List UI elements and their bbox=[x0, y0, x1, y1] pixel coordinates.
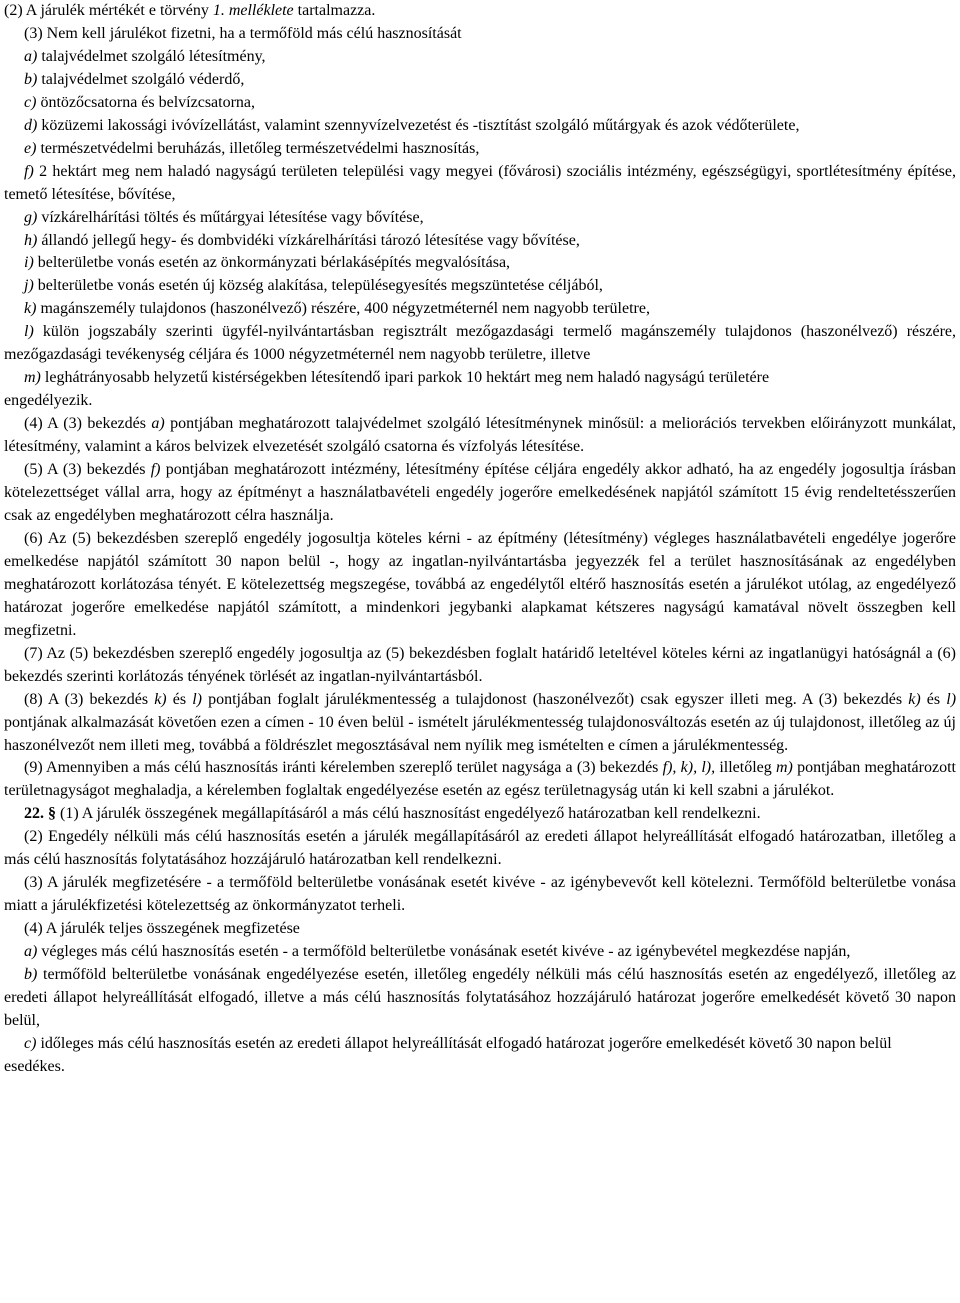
text-run: és bbox=[166, 690, 193, 708]
text-run: (4) A (3) bekezdés bbox=[24, 415, 152, 433]
paragraph bbox=[4, 252, 956, 275]
text-run: és bbox=[920, 690, 947, 708]
text-run: (2) Engedély nélküli más célú hasznosítás esetén a járulék megállapításáról az eredeti állapot helyreállítását elfogadó határozatban, illetőleg a más célú hasznosítás folytatásához hozzájáruló határozatban kell rendelkezni. bbox=[4, 828, 956, 869]
paragraph bbox=[4, 643, 956, 689]
text-run: illetőleg bbox=[715, 759, 776, 777]
italic-text: l) bbox=[946, 690, 957, 708]
text-run: belterületbe vonás esetén az önkormányzati bérlakásépítés megvalósítása, bbox=[33, 254, 511, 272]
paragraph bbox=[4, 757, 956, 803]
text-run: talajvédelmet szolgáló létesítmény, bbox=[37, 47, 266, 65]
text-run: (4) A járulék teljes összegének megfizetése bbox=[24, 920, 300, 938]
paragraph bbox=[4, 390, 956, 413]
paragraph bbox=[4, 964, 956, 1033]
italic-text: b) bbox=[24, 70, 38, 88]
text-run: végleges más célú hasznosítás esetén - a termőföld belterületbe vonásának esetét kivéve - az igénybevétel megkezdése napján, bbox=[37, 943, 851, 961]
italic-text: k) bbox=[908, 690, 921, 708]
text-run: pontjában meghatározott talajvédelmet szolgáló létesítménynek minősül: a meliorációs tervekben előirányzott munkálat, létesítmény, valamint a káros belvizek elvezetését szolgáló csatorna és vízfolyás létesítése. bbox=[4, 415, 957, 456]
paragraph bbox=[4, 528, 956, 643]
italic-text: c) bbox=[24, 1034, 37, 1052]
italic-text: l) bbox=[192, 690, 202, 708]
paragraph bbox=[4, 115, 956, 138]
text-run: (8) A (3) bekezdés bbox=[24, 690, 155, 708]
paragraph bbox=[4, 1056, 956, 1079]
text-run: magánszemély tulajdonos (haszonélvező) részére, 400 négyzetméternél nem nagyobb területre, bbox=[36, 300, 650, 318]
italic-text: a) bbox=[24, 47, 38, 65]
paragraph bbox=[4, 872, 956, 918]
italic-text: b) bbox=[24, 966, 38, 984]
italic-text: k) bbox=[24, 300, 37, 318]
text-run: leghátrányosabb helyzetű kistérségekben létesítendő ipari parkok 10 hektárt meg nem haladó nagyságú területére bbox=[40, 369, 770, 387]
paragraph bbox=[4, 161, 956, 207]
paragraph bbox=[4, 918, 956, 941]
italic-text: 1. melléklete bbox=[212, 2, 294, 19]
italic-text: e) bbox=[24, 139, 37, 157]
text-run: (1) A járulék összegének megállapításáról a más célú hasznosítást engedélyező határozatban kell rendelkezni. bbox=[56, 805, 761, 823]
text-run: termőföld belterületbe vonásának engedélyezése esetén, illetőleg engedély nélküli más célú hasznosítás esetén az engedélyező, illetőleg az eredeti állapot helyreállítását elfogadó, illetve a más célú hasznosítás folytatásához hozzájáruló határozat jogerőre emelkedését követő 30 napon belül, bbox=[4, 966, 956, 1029]
text-run: (5) A (3) bekezdés bbox=[24, 461, 151, 479]
text-run: (3) A járulék megfizetésére - a termőföld belterületbe vonásának esetét kivéve - az igénybevevőt kell kötelezni. Termőföld belterületbe vonása miatt a járulékfizetési kötelezettség az önkormányzatot terheli. bbox=[4, 874, 956, 915]
text-run: vízkárelhárítási töltés és műtárgyai létesítése vagy bővítése, bbox=[37, 208, 424, 226]
text-run: (3) Nem kell járulékot fizetni, ha a termőföld más célú hasznosítását bbox=[24, 24, 462, 42]
text-run: állandó jellegű hegy- és dombvidéki vízkárelhárítási tározó létesítése vagy bővítése, bbox=[37, 231, 580, 249]
paragraph bbox=[4, 367, 956, 390]
paragraph bbox=[4, 689, 956, 758]
text-run: közüzemi lakossági ivóvízellátást, valamint szennyvízelvezetést és -tisztítást szolgáló műtárgyak és azok védőterülete, bbox=[37, 116, 800, 134]
italic-text: a) bbox=[24, 943, 38, 961]
italic-text: m) bbox=[776, 759, 793, 777]
italic-text: f), k), l), bbox=[662, 759, 716, 777]
text-run: természetvédelmi beruházás, illetőleg természetvédelmi hasznosítás, bbox=[36, 139, 480, 157]
text-run: (2) A járulék mértékét e törvény bbox=[4, 2, 213, 19]
text-run: esedékes. bbox=[4, 1057, 65, 1075]
italic-text: m) bbox=[24, 369, 41, 387]
italic-text: h) bbox=[24, 231, 38, 249]
text-run: 2 hektárt meg nem haladó nagyságú területen települési vagy megyei (fővárosi) szociális intézmény, egészségügyi, sportlétesítmény építése, temető létesítése, bővítése, bbox=[4, 162, 956, 203]
paragraph bbox=[4, 207, 956, 230]
paragraph bbox=[4, 413, 956, 459]
text-run: (7) Az (5) bekezdésben szereplő engedély jogosultja az (5) bekezdésben foglalt határidő leteltével köteles kérni az ingatlanügyi hatóságnál a (6) bekezdés szerinti korlátozás tényének törlését az ingatlan-nyilvántartásból. bbox=[4, 644, 956, 685]
paragraph bbox=[4, 459, 956, 528]
italic-text: f) bbox=[24, 162, 34, 180]
text-run: (6) Az (5) bekezdésben szereplő engedély jogosultja köteles kérni - az építmény (létesítmény) végleges használatbavételi engedélye jogerőre emelkedése napjától számított 30 napon belül -, hogy az ingatlan-nyilvántartásba jegyezzék fel a terület hasznosításának az engedélyben meghatározott korlátozása tényét. E kötelezettség megszegése, továbbá az engedélytől eltérő hasznosítás esetén a járulékot utólag, az engedélyező határozat jogerőre emelkedése napjától számított, a mindenkori jegybanki alapkamat kétszeres nagyságú kamatával növelt összegben kell megfizetni. bbox=[4, 529, 956, 639]
text-run: engedélyezik. bbox=[4, 392, 93, 410]
text-run: belterületbe vonás esetén új község alakítása, településegyesítés megszüntetése céljából, bbox=[33, 277, 603, 295]
bold-text: § bbox=[48, 805, 56, 823]
italic-text: l) bbox=[24, 323, 34, 341]
paragraph bbox=[4, 1033, 956, 1056]
text-run: talajvédelmet szolgáló véderdő, bbox=[37, 70, 245, 88]
italic-text: d) bbox=[24, 116, 38, 134]
text-run: (9) Amennyiben a más célú hasznosítás iránti kérelemben szereplő terület nagysága a (3) bekezdés bbox=[24, 759, 663, 777]
paragraph bbox=[4, 92, 956, 115]
italic-text: i) bbox=[24, 254, 34, 272]
paragraph bbox=[4, 69, 956, 92]
paragraph bbox=[4, 138, 956, 161]
italic-text: a) bbox=[151, 415, 165, 433]
text-run: pontjában meghatározott intézmény, létesítmény építése céljára engedély akkor adható, ha az engedély jogosultja írásban kötelezettséget vállal arra, hogy az építményt a használatbavételi engedély jogerőre emelkedésének napjától számított 15 évig rendeltetésszerűen csak az engedélyben meghatározott célra használja. bbox=[4, 461, 956, 524]
paragraph bbox=[4, 23, 956, 46]
italic-text: j) bbox=[24, 277, 34, 295]
text-run: időleges más célú hasznosítás esetén az eredeti állapot helyreállítását elfogadó határozat jogerőre emelkedését követő 30 napon belül bbox=[36, 1034, 892, 1052]
paragraph bbox=[4, 826, 956, 872]
text-run: tartalmazza. bbox=[293, 2, 376, 19]
text-run: pontjában meghatározott területnagyságot meghaladja, a kérelemben foglaltak engedélyezése esetén az egész területnagyság után ki kell szabni a járulékot. bbox=[4, 759, 956, 800]
paragraph bbox=[4, 298, 956, 321]
text-run: öntözőcsatorna és belvízcsatorna, bbox=[36, 93, 256, 111]
bold-text: 22. bbox=[24, 805, 44, 823]
italic-text: f) bbox=[150, 461, 161, 479]
paragraph bbox=[4, 0, 956, 23]
paragraph bbox=[4, 275, 956, 298]
text-run: pontjában foglalt járulékmentesség a tulajdonost (haszonélvezőt) csak egyszer illeti meg. A (3) bekezdés bbox=[201, 690, 909, 708]
text-run: pontjának alkalmazását követően ezen a címen - 10 éven belül - ismételt járulékmentesség tulajdonosváltozás esetén az új tulajdonost, illetőleg az új haszonélvezőt nem illeti meg, továbbá a földrészlet megosztásával nem nyílik meg ismételten e címen a járulékmentesség. bbox=[4, 713, 956, 754]
italic-text: k) bbox=[154, 690, 167, 708]
text-run: külön jogszabály szerinti ügyfél-nyilvántartásban regisztrált mezőgazdasági termelő magánszemély tulajdonos (haszonélvező) részére, mezőgazdasági tevékenység céljára és 1000 négyzetméternél nem nagyobb területre, illetve bbox=[4, 323, 956, 364]
paragraph bbox=[4, 941, 956, 964]
italic-text: c) bbox=[24, 93, 37, 111]
paragraph bbox=[4, 321, 956, 367]
paragraph bbox=[4, 46, 956, 69]
paragraph bbox=[4, 230, 956, 253]
paragraph bbox=[4, 803, 956, 826]
italic-text: g) bbox=[24, 208, 38, 226]
